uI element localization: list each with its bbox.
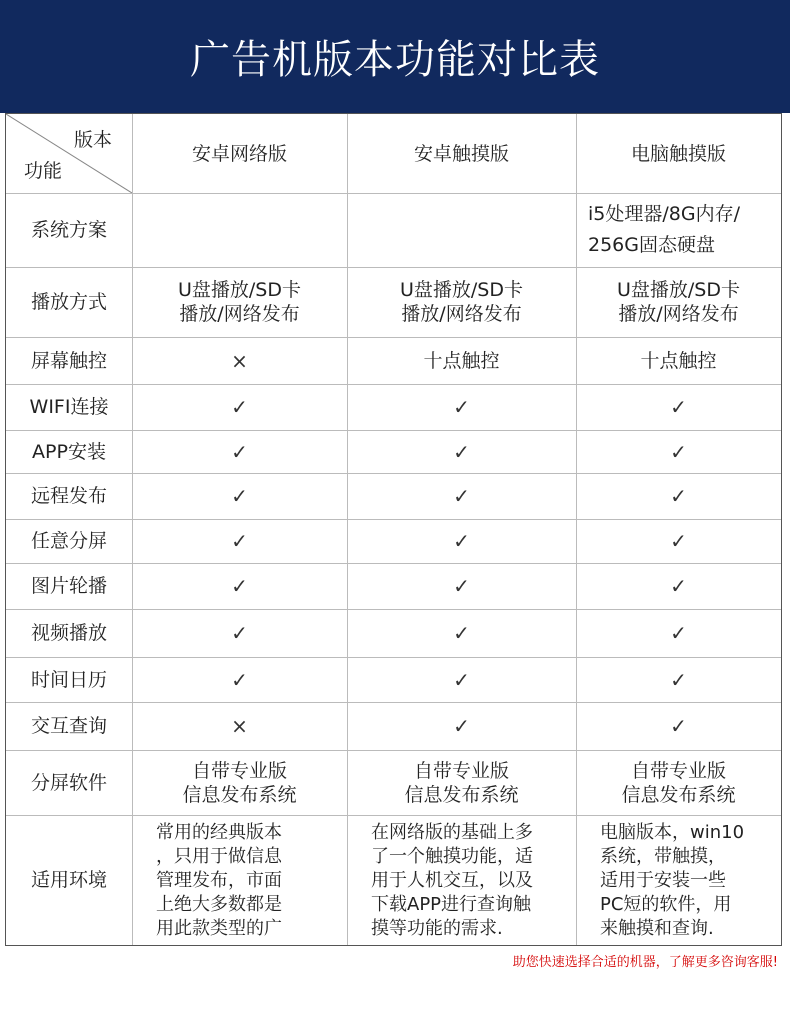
corner-version-label: 版本 xyxy=(74,129,113,151)
row-label: 系统方案 xyxy=(30,219,107,241)
table-cell: U盘播放/SD卡 播放/网络发布 xyxy=(617,279,740,325)
check-icon: ✓ xyxy=(453,529,470,553)
table-cell: i5处理器/8G内存/ 256G固态硬盘 xyxy=(588,203,740,256)
check-icon: ✓ xyxy=(453,484,470,508)
check-icon: ✓ xyxy=(453,621,470,645)
corner-header xyxy=(6,114,132,193)
column-header: 安卓触摸版 xyxy=(413,142,509,165)
table-cell: U盘播放/SD卡 播放/网络发布 xyxy=(400,279,523,325)
row-label: 视频播放 xyxy=(30,622,107,644)
check-icon: ✓ xyxy=(231,621,248,645)
cross-icon: × xyxy=(231,714,248,738)
column-header: 电脑触摸版 xyxy=(630,142,726,165)
check-icon: ✓ xyxy=(670,395,687,419)
table-cell xyxy=(347,193,576,267)
check-icon: ✓ xyxy=(670,574,687,598)
footer-note: 助您快速选择合适的机器，了解更多咨询客服! xyxy=(512,955,778,970)
table-cell: 自带专业版 信息发布系统 xyxy=(404,759,519,806)
check-icon: ✓ xyxy=(670,529,687,553)
corner-feature-label: 功能 xyxy=(24,160,63,182)
check-icon: ✓ xyxy=(670,714,687,738)
table-cell: 十点触控 xyxy=(423,349,500,372)
table-cell: 自带专业版 信息发布系统 xyxy=(621,759,736,806)
row-label: 播放方式 xyxy=(30,291,107,313)
comparison-table xyxy=(5,113,782,946)
row-label: 分屏软件 xyxy=(30,771,107,794)
check-icon: ✓ xyxy=(453,714,470,738)
check-icon: ✓ xyxy=(453,574,470,598)
page-title: 广告机版本功能对比表 xyxy=(190,37,600,83)
check-icon: ✓ xyxy=(231,574,248,598)
table-cell: 十点触控 xyxy=(640,349,717,372)
check-icon: ✓ xyxy=(453,439,470,464)
table-cell: 自带专业版 信息发布系统 xyxy=(182,759,297,806)
row-label: 适用环境 xyxy=(30,869,107,891)
check-icon: ✓ xyxy=(231,484,248,508)
row-label: 屏幕触控 xyxy=(30,349,107,372)
table-cell: 常用的经典版本 ，只用于做信息 管理发布，市面 上绝大多数都是 用此款类型的广 xyxy=(156,822,282,939)
title-banner xyxy=(0,0,790,113)
row-label: 时间日历 xyxy=(30,668,107,691)
table-cell: 在网络版的基础上多 了一个触摸功能，适 用于人机交互，以及 下载APP进行查询触 摸等功能的需求. xyxy=(371,822,533,939)
check-icon: ✓ xyxy=(231,395,248,419)
check-icon: ✓ xyxy=(670,621,687,645)
table-cell: 电脑版本，win10 系统，带触摸， 适用于安装一些 PC短的软件，用 来触摸和查询. xyxy=(600,822,745,939)
check-icon: ✓ xyxy=(670,439,687,464)
check-icon: ✓ xyxy=(670,667,687,692)
check-icon: ✓ xyxy=(453,667,470,692)
check-icon: ✓ xyxy=(231,439,248,464)
column-header: 安卓网络版 xyxy=(191,142,287,165)
row-label: 任意分屏 xyxy=(30,530,107,552)
check-icon: ✓ xyxy=(670,484,687,508)
row-label: 远程发布 xyxy=(30,485,107,507)
cross-icon: × xyxy=(231,348,248,373)
check-icon: ✓ xyxy=(453,395,470,419)
row-label: 交互查询 xyxy=(30,715,107,737)
row-label: 图片轮播 xyxy=(30,575,107,597)
check-icon: ✓ xyxy=(231,529,248,553)
check-icon: ✓ xyxy=(231,667,248,692)
row-label: WIFI连接 xyxy=(29,396,109,418)
row-label: APP安装 xyxy=(32,440,106,463)
table-cell xyxy=(132,193,347,267)
table-cell: U盘播放/SD卡 播放/网络发布 xyxy=(178,279,301,325)
